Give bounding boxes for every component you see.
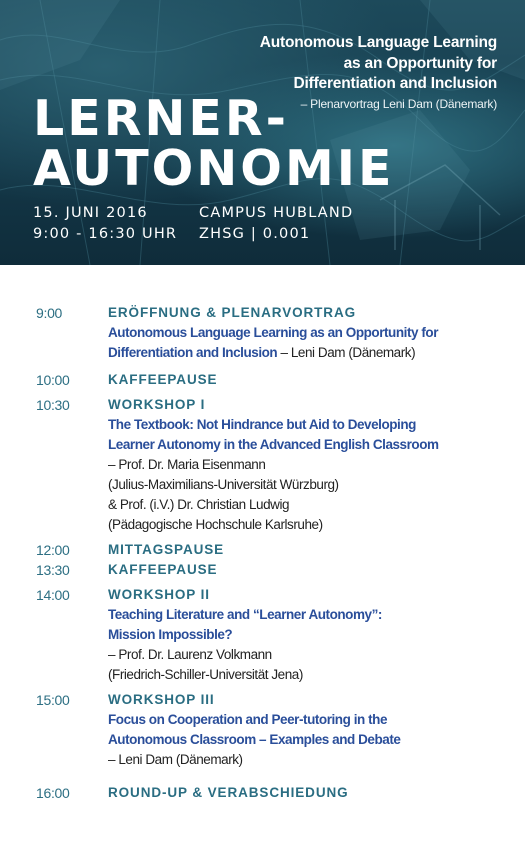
speaker-line: (Pädagogische Hochschule Karlsruhe): [108, 517, 323, 532]
schedule-content: [108, 540, 508, 560]
event-date: 15. JUNI 2016: [33, 205, 148, 221]
header-banner: [0, 0, 525, 265]
schedule-heading: KAFFEEPAUSE: [108, 372, 218, 387]
schedule-content: [108, 560, 508, 580]
session-title-line: The Textbook: Not Hindrance but Aid to Developing: [108, 417, 416, 432]
schedule-content: [108, 783, 508, 803]
session-title-line: Autonomous Classroom – Examples and Debate: [108, 732, 401, 747]
session-title-line: Learner Autonomy in the Advanced English Classroom: [108, 437, 439, 452]
schedule-content: [108, 395, 508, 535]
speaker-part: – Leni Dam (Dänemark): [277, 345, 416, 360]
speaker-line: & Prof. (i.V.) Dr. Christian Ludwig: [108, 497, 290, 512]
talk-title-line: Autonomous Language Learning: [259, 34, 497, 51]
schedule-time: 14:00: [36, 587, 70, 603]
schedule-content: [108, 303, 508, 363]
speaker-line: (Friedrich-Schiller-Universität Jena): [108, 667, 303, 682]
schedule-time: 10:00: [36, 372, 70, 388]
schedule-heading: ROUND-UP & VERABSCHIEDUNG: [108, 785, 349, 800]
schedule-time: 12:00: [36, 542, 70, 558]
speaker-line: – Prof. Dr. Maria Eisenmann: [108, 457, 266, 472]
schedule-time: 9:00: [36, 305, 63, 321]
main-title-line: LERNER-: [33, 90, 289, 147]
session-title-line: Autonomous Language Learning as an Opportunity for: [108, 325, 439, 340]
session-title-line: Teaching Literature and “Learner Autonomy”:: [108, 607, 382, 622]
schedule-time: 15:00: [36, 692, 70, 708]
schedule-heading: MITTAGSPAUSE: [108, 542, 225, 557]
talk-title-line: as an Opportunity for: [343, 54, 497, 72]
schedule-time: 10:30: [36, 397, 70, 413]
talk-subtitle: – Plenarvortrag Leni Dam (Dänemark): [300, 96, 497, 111]
plenary-talk-info: [260, 33, 497, 113]
main-title-line: AUTONOMIE: [33, 140, 395, 197]
session-title-with-speaker: [108, 343, 508, 363]
location-info: [199, 203, 353, 244]
schedule-heading: KAFFEEPAUSE: [108, 562, 218, 577]
schedule-content: [108, 690, 508, 770]
event-location: CAMPUS HUBLAND: [199, 205, 354, 221]
event-time: 9:00 - 16:30 UHR: [33, 225, 178, 242]
schedule-time: 13:30: [36, 562, 70, 578]
event-room: ZHSG | 0.001: [199, 225, 311, 242]
schedule-content: [108, 585, 508, 685]
schedule-time: 16:00: [36, 785, 70, 801]
schedule-heading: WORKSHOP I: [108, 397, 206, 412]
speaker-line: – Prof. Dr. Laurenz Volkmann: [108, 647, 272, 662]
schedule-content: [108, 370, 508, 390]
schedule-heading: WORKSHOP III: [108, 692, 215, 707]
talk-title-line: Differentiation and Inclusion: [293, 75, 497, 92]
schedule-heading: WORKSHOP II: [108, 587, 210, 602]
session-title-line: Focus on Cooperation and Peer-tutoring in the: [108, 712, 387, 727]
schedule-heading: ERÖFFNUNG & PLENARVORTRAG: [108, 305, 357, 320]
speaker-line: – Leni Dam (Dänemark): [108, 752, 243, 767]
session-title-line: Mission Impossible?: [108, 627, 233, 642]
speaker-line: (Julius-Maximilians-Universität Würzburg): [108, 477, 339, 492]
date-time-info: [33, 203, 177, 244]
session-title-part: Differentiation and Inclusion: [108, 345, 278, 360]
